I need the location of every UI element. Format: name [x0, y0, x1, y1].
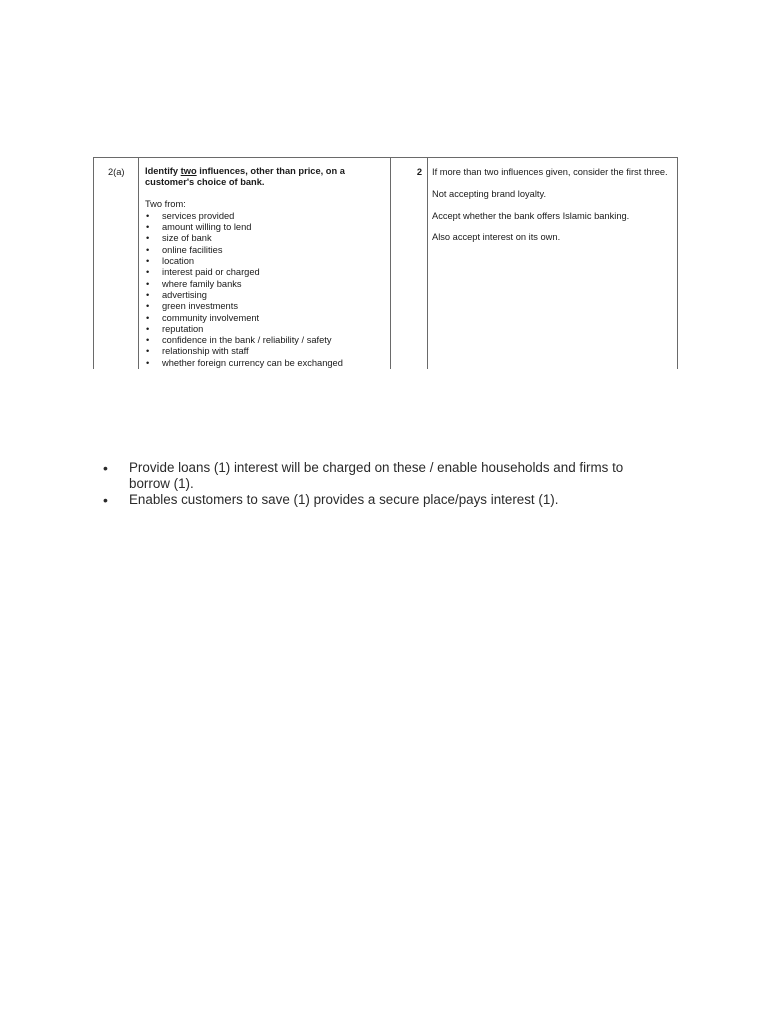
bullet-icon: •	[146, 357, 150, 368]
influence-item	[145, 256, 386, 267]
influence-text: community involvement	[162, 312, 260, 323]
influence-item	[145, 313, 386, 324]
guidance-note: If more than two influences given, consider the first three.	[432, 167, 668, 177]
bullet-icon: •	[146, 335, 150, 346]
influence-item	[145, 301, 386, 312]
answer-list	[103, 460, 663, 508]
question-text-start: Identify	[145, 166, 181, 176]
bullet-icon: •	[146, 323, 150, 334]
bullet-icon: •	[146, 267, 150, 278]
influence-item	[145, 290, 386, 301]
bullet-icon: •	[146, 222, 150, 233]
bullet-icon: •	[146, 278, 150, 289]
influence-text: advertising	[162, 289, 207, 300]
marks-value: 2	[416, 167, 422, 177]
influence-text: interest paid or charged	[162, 267, 260, 278]
answer-text: Enables customers to save (1) provides a secure place/pays interest (1).	[129, 492, 559, 507]
bullet-icon: •	[146, 256, 150, 267]
two-from-label: Two from:	[145, 198, 186, 209]
bullet-icon: •	[146, 346, 150, 357]
influence-item	[145, 245, 386, 256]
bullet-icon: •	[146, 233, 150, 244]
question-text-end: influences, other than price, on a customer's choice of bank.	[145, 166, 345, 188]
influence-item	[145, 222, 386, 233]
influence-text: services provided	[162, 210, 235, 221]
influences-list	[145, 211, 386, 369]
influence-text: relationship with staff	[162, 346, 249, 357]
influence-item	[145, 335, 386, 346]
question-number: 2(a)	[108, 167, 125, 177]
influence-item	[145, 211, 386, 222]
answer-column	[139, 158, 391, 369]
influence-text: whether foreign currency can be exchanged	[162, 357, 343, 368]
marks-column	[391, 158, 428, 369]
guidance-note: Not accepting brand loyalty.	[432, 188, 547, 199]
influence-item	[145, 346, 386, 357]
bullet-icon: •	[146, 210, 150, 221]
bullet-icon: •	[146, 301, 150, 312]
influence-item	[145, 324, 386, 335]
answer-bullets	[103, 460, 663, 508]
guidance-note: Also accept interest on its own.	[432, 232, 561, 243]
bullet-icon: •	[146, 244, 150, 255]
guidance-column	[428, 158, 677, 369]
influence-text: online facilities	[162, 244, 223, 255]
influence-item	[145, 233, 386, 244]
influence-text: where family banks	[162, 278, 242, 289]
guidance-note: Accept whether the bank offers Islamic banking.	[432, 210, 630, 221]
question-number-column	[94, 158, 139, 369]
mark-scheme-table	[93, 157, 678, 369]
question-text	[145, 166, 386, 189]
answer-item	[103, 460, 663, 492]
answer-text: Provide loans (1) interest will be charged on these / enable households and firms to borrow (1).	[129, 460, 624, 491]
bullet-icon: •	[146, 289, 150, 300]
guidance-notes	[432, 167, 673, 254]
influence-item	[145, 267, 386, 278]
bullet-icon: •	[103, 492, 108, 508]
answer-item	[103, 492, 663, 508]
influence-text: size of bank	[162, 233, 212, 244]
question-text-underlined: two	[180, 166, 197, 176]
bullet-icon: •	[146, 312, 150, 323]
influence-text: green investments	[162, 301, 238, 312]
bullet-icon: •	[103, 460, 108, 476]
influence-text: reputation	[162, 323, 204, 334]
influence-item	[145, 279, 386, 290]
influence-text: amount willing to lend	[162, 222, 252, 233]
influence-item	[145, 358, 386, 369]
influence-text: confidence in the bank / reliability / safety	[162, 335, 332, 346]
influence-text: location	[162, 256, 195, 267]
